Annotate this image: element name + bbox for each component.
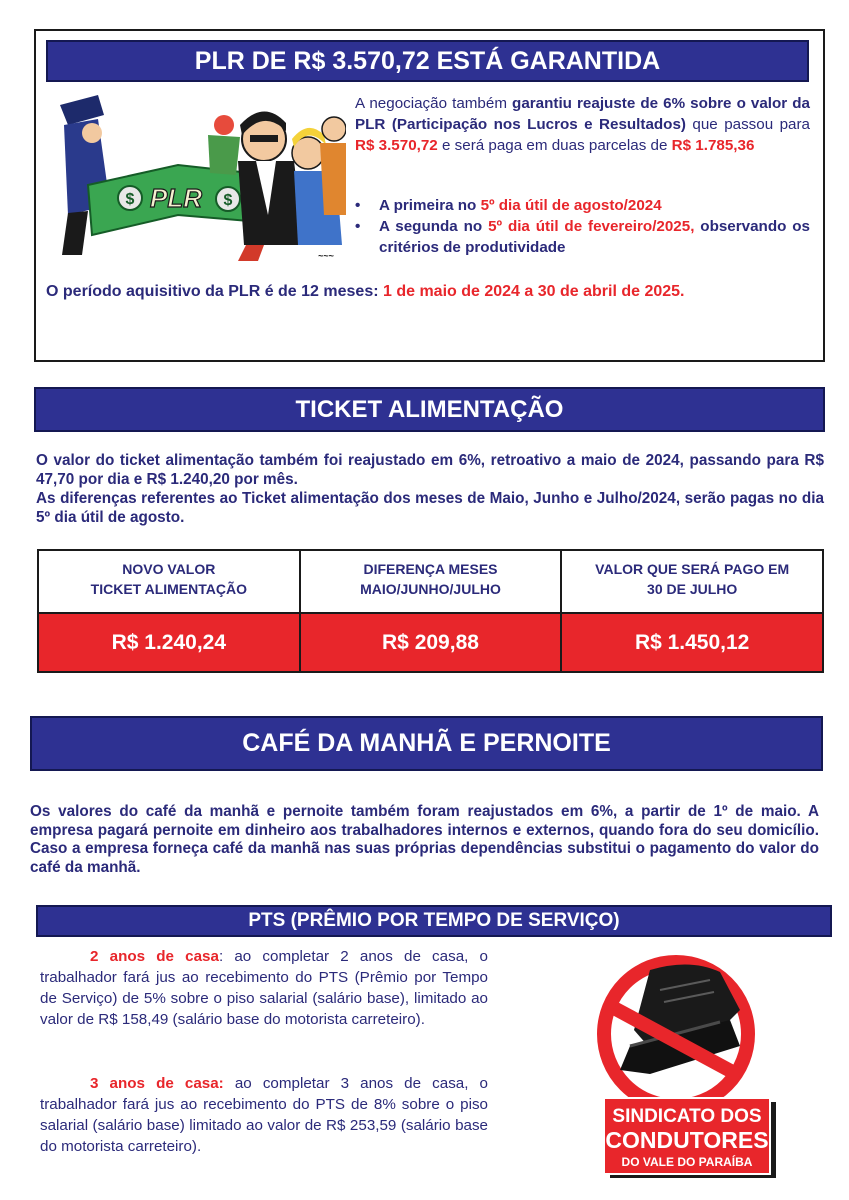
plr-tug-of-war-illustration	[58, 95, 346, 263]
pts-2-years-text: : ao completar 2 anos de casa, o trabalhador fará jus ao recebimento do PTS (Prêmio por Tempo de Serviço) de 5% sobre o piso salarial (salário base), limitado ao valor de R$ 158,49 (salário base do motorista carreteiro).	[40, 948, 488, 1028]
plr-text-lead: A negociação também	[355, 95, 513, 112]
plr-period	[46, 283, 816, 301]
plr-installment-value: R$ 1.785,36	[671, 137, 755, 154]
installment-1-date: 5º dia útil de agosto/2024	[480, 197, 662, 214]
pts-title-banner: PTS (PRÊMIO POR TEMPO DE SERVIÇO)	[36, 905, 832, 937]
logo-line-3: DO VALE DO PARAÍBA	[621, 1155, 753, 1169]
ticket-paragraph-2: As diferenças referentes ao Ticket alimentação dos meses de Maio, Junho e Julho/2024, serão pagas no dia 5º dia útil de agosto.	[36, 490, 824, 526]
ticket-paragraph-1: O valor do ticket alimentação também foi reajustado em 6%, retroativo a maio de 2024, passando para R$ 47,70 por dia e R$ 1.240,20 por mês.	[36, 452, 824, 488]
svg-text:~~~: ~~~	[318, 251, 334, 261]
header-line: NOVO VALOR	[122, 561, 216, 577]
svg-text:$: $	[223, 192, 233, 209]
header-line: TICKET ALIMENTAÇÃO	[90, 581, 247, 597]
plr-installment-2	[355, 216, 810, 258]
plr-title-banner: PLR DE R$ 3.570,72 ESTÁ GARANTIDA	[46, 40, 809, 82]
installment-2-condition: observando os critérios de produtividade	[379, 218, 810, 256]
table-value-cell: R$ 1.450,12	[561, 613, 823, 672]
pts-paragraph-3-years	[40, 1073, 488, 1157]
installment-2-date: 5º dia útil de fevereiro/2025,	[488, 218, 695, 235]
plr-text-mid2: e será paga em duas parcelas de	[437, 137, 672, 154]
logo-line-1: SINDICATO DOS	[612, 1106, 762, 1127]
bullet-icon: •	[355, 197, 361, 214]
plr-installments-list	[355, 195, 810, 258]
plr-period-label: O período aquisitivo da PLR é de 12 meses:	[46, 283, 383, 300]
pts-paragraph-2-years	[40, 946, 488, 1030]
plr-installment-1	[355, 195, 810, 216]
plr-period-dates: 1 de maio de 2024 a 30 de abril de 2025.	[382, 283, 685, 300]
table-header-row	[38, 550, 823, 613]
header-line: VALOR QUE SERÁ PAGO EM	[595, 561, 790, 577]
plr-description	[355, 93, 810, 156]
plr-text-bold: garantiu reajuste de 6% sobre o valor da PLR (Participação nos Lucros e Resultados)	[355, 95, 810, 133]
svg-text:$: $	[125, 191, 135, 208]
cafe-description: Os valores do café da manhã e pernoite também foram reajustados em 6%, a partir de 1º de maio. A empresa pagará pernoite em dinheiro aos trabalhadores internos e externos, quando fora do seu domicílio. Caso a empresa forneça café da manhã nas suas próprias dependências substitui o pagamento do valor do café da manhã.	[30, 803, 819, 876]
pts-3-years-label: 3 anos de casa:	[90, 1075, 224, 1092]
logo-line-2: CONDUTORES	[605, 1127, 769, 1153]
plr-note-label: PLR	[150, 183, 202, 213]
installment-1-label: A primeira no	[379, 197, 481, 214]
bullet-icon: •	[355, 218, 361, 235]
pts-2-years-label: 2 anos de casa	[90, 948, 219, 965]
table-header-cell	[300, 550, 562, 613]
header-line: 30 DE JULHO	[647, 581, 738, 597]
table-row	[38, 613, 823, 672]
cafe-title-banner: CAFÉ DA MANHÃ E PERNOITE	[30, 716, 823, 771]
table-value-cell: R$ 1.240,24	[38, 613, 300, 672]
header-line: DIFERENÇA MESES	[363, 561, 498, 577]
ticket-description	[36, 451, 824, 527]
header-line: MAIO/JUNHO/JULHO	[360, 581, 501, 597]
ticket-title-banner: TICKET ALIMENTAÇÃO	[34, 387, 825, 432]
pts-3-years-text: ao completar 3 anos de casa, o trabalhador fará jus ao recebimento do PTS de 8% sobre o piso salarial (salário base) limitado ao valor de R$ 253,59 (salário base do motorista carreteiro).	[40, 1075, 488, 1155]
table-value-cell: R$ 209,88	[300, 613, 562, 672]
plr-text-mid: que passou para	[685, 116, 811, 133]
plr-total-value: R$ 3.570,72	[355, 137, 438, 154]
union-logo	[590, 950, 782, 1182]
table-header-cell	[561, 550, 823, 613]
ticket-values-table	[37, 549, 824, 673]
table-header-cell	[38, 550, 300, 613]
installment-2-label: A segunda no	[379, 218, 489, 235]
